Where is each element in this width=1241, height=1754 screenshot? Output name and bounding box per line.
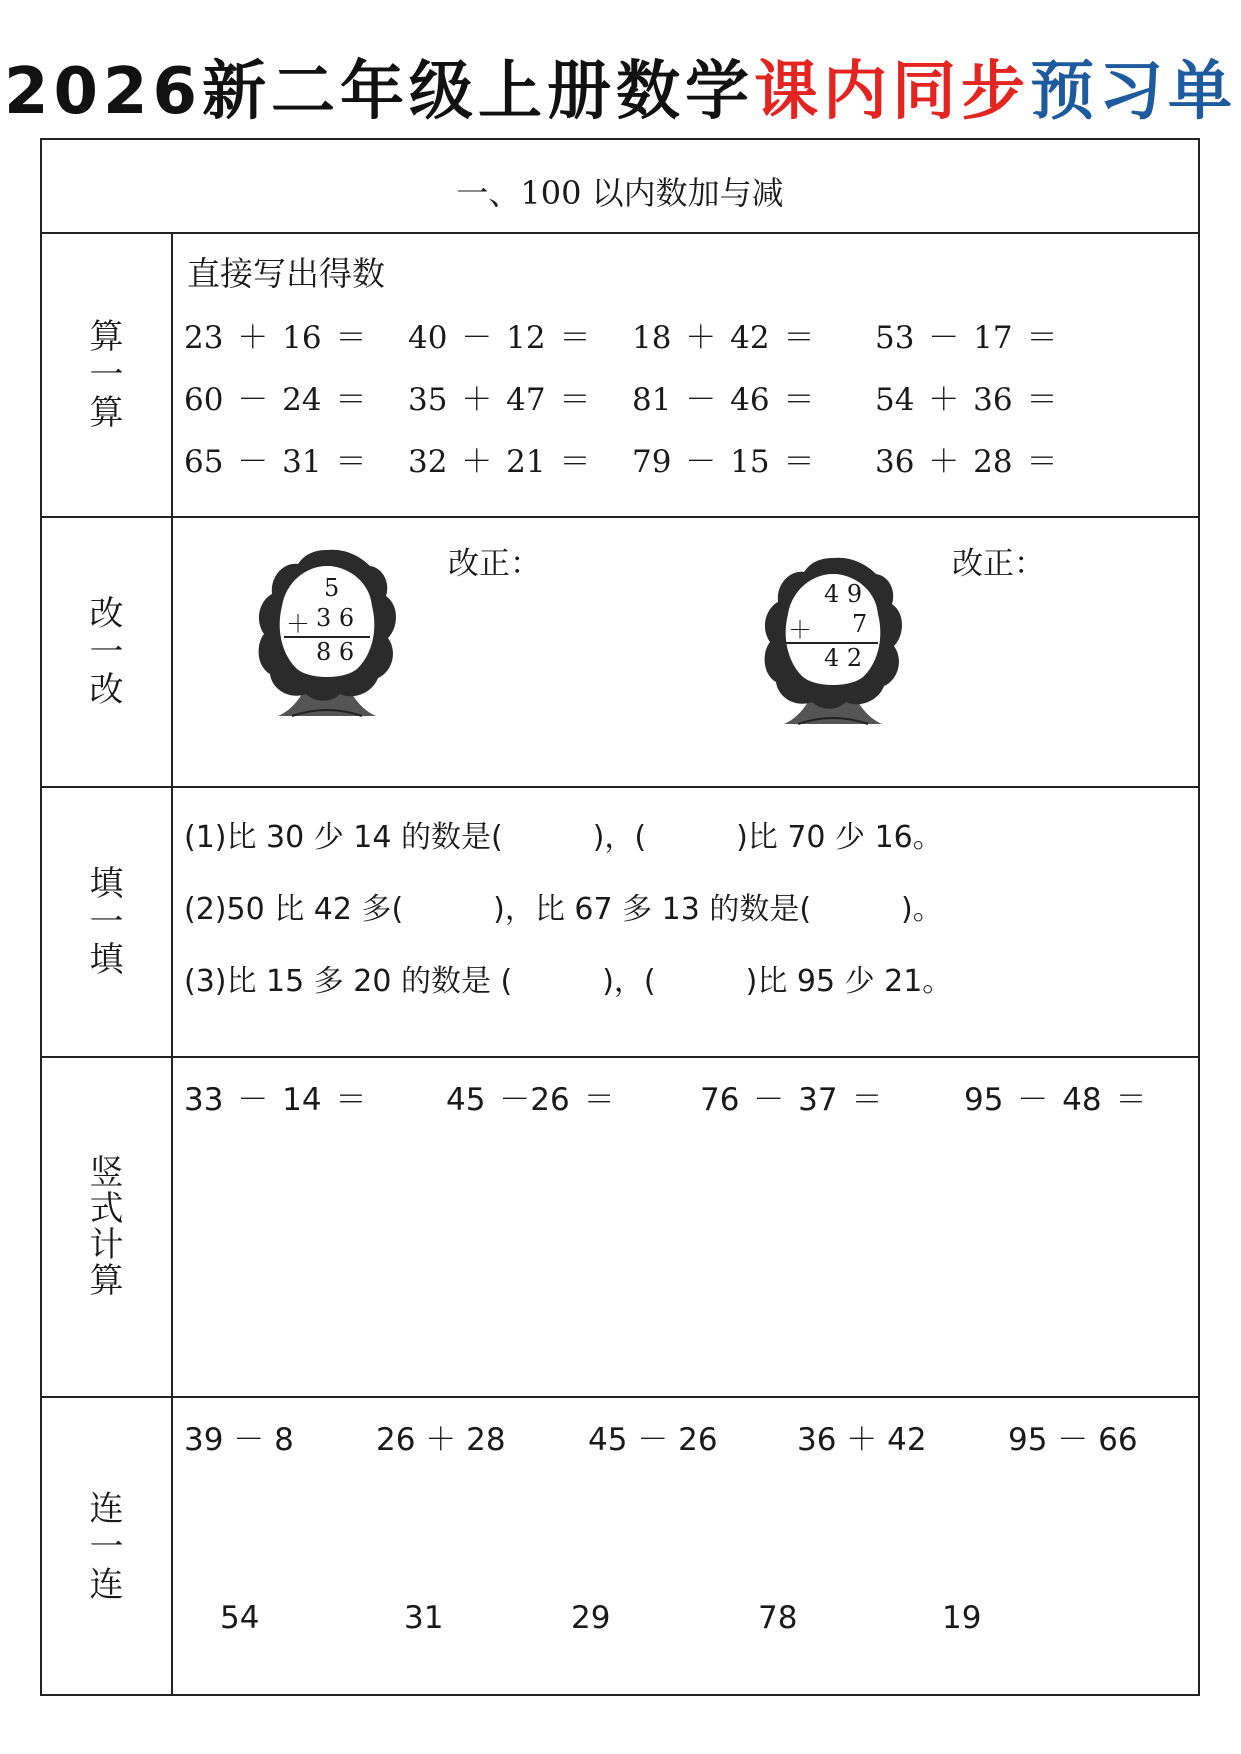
calc-item: 40 － 12 ＝ [408,320,591,356]
tree1-op: ＋ [286,610,310,638]
calc-item: 18 ＋ 42 ＝ [632,320,815,356]
tree2-top: 4 9 [824,580,863,608]
fill-item-3: (3)比 15 多 20 的数是 ( )，( )比 95 少 21。 [184,964,953,999]
tree1-result: 8 6 [316,638,355,666]
vertical-item: 45 －26 ＝ [446,1082,615,1118]
tree1-top: 5 [324,574,340,602]
calc-item: 60 － 24 ＝ [184,382,367,418]
fill-item-2: (2)50 比 42 多( )，比 67 多 13 的数是( )。 [184,892,943,927]
page-title [0,52,1241,132]
match-answer: 31 [404,1600,444,1636]
label-correct: 改 一 改 [89,594,124,710]
calc-item: 23 ＋ 16 ＝ [184,320,367,356]
match-expression: 95 － 66 [1008,1422,1138,1458]
match-expression: 26 ＋ 28 [376,1422,506,1458]
calc-item: 65 － 31 ＝ [184,444,367,480]
row-divider [42,516,1198,518]
label-match: 连 一 连 [89,1489,124,1605]
title-part-1: 2026新二年级上册数学 [3,55,755,129]
worksheet-table [40,138,1200,1696]
calc-item: 36 ＋ 28 ＝ [875,444,1058,480]
vertical-item: 95 － 48 ＝ [964,1082,1147,1118]
match-answer: 78 [758,1600,798,1636]
row-divider [42,232,1198,234]
calc-instruction: 直接写出得数 [187,254,385,293]
calc-item: 81 － 46 ＝ [632,382,815,418]
fill-item-1: (1)比 30 少 14 的数是( )，( )比 70 少 16。 [184,820,943,855]
match-answer: 54 [220,1600,260,1636]
tree2-result: 4 2 [824,644,863,672]
row-divider [42,1396,1198,1398]
tree2-bottom: 7 [852,610,868,638]
tree1-bottom: 3 6 [316,604,355,632]
title-part-2: 课内同步 [754,55,1031,129]
tree-problem-2 [758,552,908,728]
row-divider [42,1056,1198,1058]
calc-item: 53 － 17 ＝ [875,320,1058,356]
match-answer: 29 [571,1600,611,1636]
fix-label-2: 改正： [952,546,1045,582]
vertical-item: 33 － 14 ＝ [184,1082,367,1118]
calc-item: 32 ＋ 21 ＝ [408,444,591,480]
label-calc: 算 一 算 [89,317,124,433]
fix-label-1: 改正： [448,546,541,582]
match-expression: 36 ＋ 42 [797,1422,927,1458]
label-vertical: 竖 式 计 算 [89,1153,124,1301]
calc-item: 35 ＋ 47 ＝ [408,382,591,418]
calc-item: 54 ＋ 36 ＝ [875,382,1058,418]
title-part-3: 预习单 [1030,55,1238,129]
tree-icon [252,544,402,720]
tree-problem-1 [252,544,402,720]
tree2-op: ＋ [788,616,812,644]
match-answer: 19 [942,1600,982,1636]
row-divider [42,786,1198,788]
match-expression: 39 － 8 [184,1422,294,1458]
column-divider [171,232,173,1696]
tree-icon [758,552,908,728]
match-expression: 45 － 26 [588,1422,718,1458]
calc-item: 79 － 15 ＝ [632,444,815,480]
section-header: 一、100 以内数加与减 [456,174,784,212]
label-fill: 填 一 填 [89,864,124,980]
vertical-item: 76 － 37 ＝ [700,1082,883,1118]
